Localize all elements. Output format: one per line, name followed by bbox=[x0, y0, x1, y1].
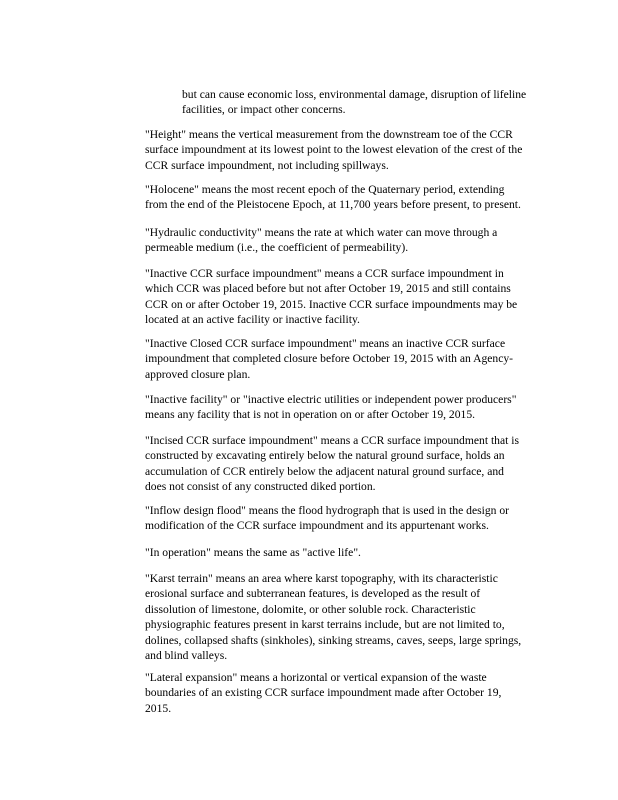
text-line: "Height" means the vertical measurement from the downstream toe of the CCR bbox=[145, 128, 513, 141]
text-line: dissolution of limestone, dolomite, or other soluble rock. Characteristic bbox=[145, 602, 476, 616]
text-line: permeable medium (i.e., the coefficient of permeability). bbox=[145, 241, 409, 255]
definition-inflow-design-flood bbox=[145, 503, 547, 534]
text-line: approved closure plan. bbox=[145, 367, 251, 381]
definition-height bbox=[145, 127, 547, 173]
definition-inactive-facility bbox=[145, 392, 547, 423]
text-line: physiographic features present in karst terrains include, but are not limited to, bbox=[145, 618, 505, 632]
text-line: "In operation" means the same as "active life". bbox=[145, 546, 361, 559]
text-line: CCR on or after October 19, 2015. Inactive CCR surface impoundments may be bbox=[145, 297, 518, 311]
text-line: 2015. bbox=[145, 701, 172, 715]
text-line: erosional surface and subterranean features, is developed as the result of bbox=[145, 587, 481, 601]
definition-hydraulic-conductivity bbox=[145, 225, 547, 256]
text-line: "Inflow design flood" means the flood hydrograph that is used in the design or bbox=[145, 504, 509, 517]
text-line: located at an active facility or inactive facility. bbox=[145, 313, 360, 327]
text-line: means any facility that is not in operation on or after October 19, 2015. bbox=[145, 408, 476, 422]
text-line: "Inactive CCR surface impoundment" means a CCR surface impoundment in bbox=[145, 267, 504, 280]
text-line: "Lateral expansion" means a horizontal or vertical expansion of the waste bbox=[145, 671, 487, 684]
paragraph-continuation bbox=[182, 87, 547, 118]
text-line: boundaries of an existing CCR surface impoundment made after October 19, bbox=[145, 686, 502, 700]
definition-holocene bbox=[145, 182, 547, 213]
text-line: from the end of the Pleistocene Epoch, at 11,700 years before present, to present. bbox=[145, 198, 521, 212]
text-line: "Inactive facility" or "inactive electric utilities or independent power producers" bbox=[145, 393, 517, 406]
text-line: but can cause economic loss, environmental damage, disruption of lifeline bbox=[182, 88, 527, 101]
text-line: facilities, or impact other concerns. bbox=[182, 103, 346, 117]
text-line: constructed by excavating entirely below the natural ground surface, holds an bbox=[145, 449, 505, 463]
text-line: "Karst terrain" means an area where karst topography, with its characteristic bbox=[145, 572, 498, 585]
text-line: impoundment that completed closure before October 19, 2015 with an Agency- bbox=[145, 352, 513, 366]
text-line: dolines, collapsed shafts (sinkholes), sinking streams, caves, seeps, large springs, bbox=[145, 633, 522, 647]
text-line: which CCR was placed before but not after October 19, 2015 and still contains bbox=[145, 282, 511, 296]
text-line: does not consist of any constructed diked portion. bbox=[145, 480, 376, 494]
text-line: surface impoundment at its lowest point to the lowest elevation of the crest of the bbox=[145, 143, 523, 157]
text-line: "Hydraulic conductivity" means the rate at which water can move through a bbox=[145, 226, 498, 239]
text-line: modification of the CCR surface impoundment and its appurtenant works. bbox=[145, 519, 489, 533]
definition-incised-ccr-surface-impoundment bbox=[145, 433, 547, 495]
text-line: "Inactive Closed CCR surface impoundment" means an inactive CCR surface bbox=[145, 337, 506, 350]
definition-in-operation bbox=[145, 545, 547, 560]
text-line: accumulation of CCR entirely below the adjacent natural ground surface, and bbox=[145, 464, 504, 478]
text-line: and blind valleys. bbox=[145, 649, 228, 663]
definition-inactive-closed-ccr-surface-impoundment bbox=[145, 336, 547, 382]
definition-inactive-ccr-surface-impoundment bbox=[145, 266, 547, 328]
definition-karst-terrain bbox=[145, 571, 547, 663]
text-line: "Holocene" means the most recent epoch of the Quaternary period, extending bbox=[145, 183, 505, 196]
text-line: "Incised CCR surface impoundment" means a CCR surface impoundment that is bbox=[145, 434, 519, 447]
text-line: CCR surface impoundment, not including spillways. bbox=[145, 158, 389, 172]
definition-lateral-expansion bbox=[145, 670, 547, 716]
